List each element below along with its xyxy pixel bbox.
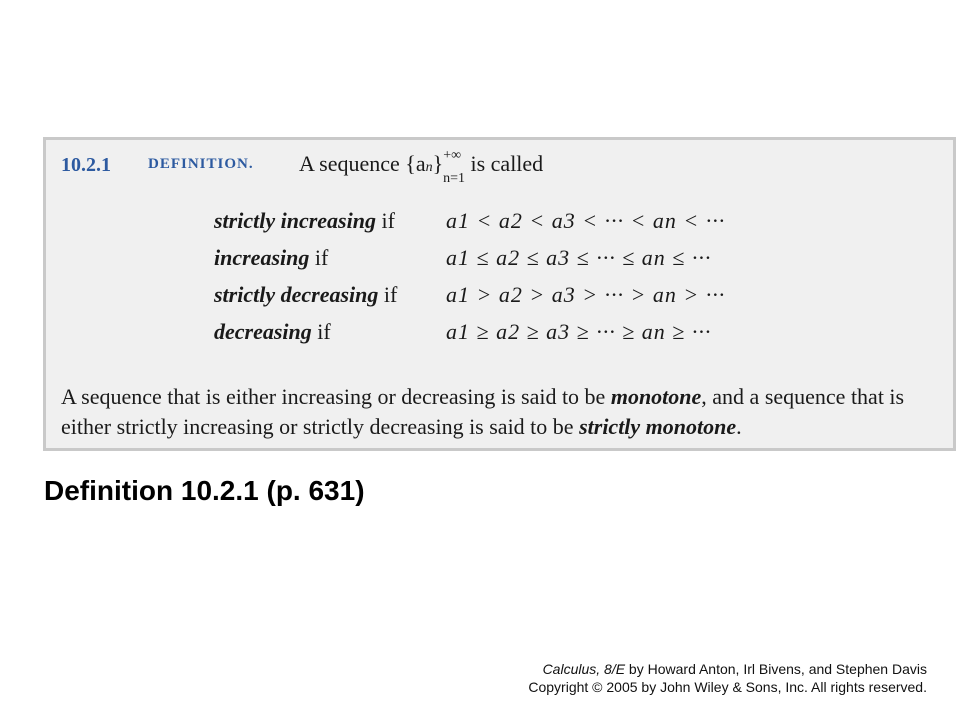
closing-part1: A sequence that is either increasing or decreasing is said to be: [61, 384, 611, 409]
closing-paragraph: [61, 382, 941, 442]
row-decreasing: [214, 319, 774, 356]
lead-subscript-range: n=1: [443, 171, 465, 187]
term: increasing: [214, 245, 310, 270]
book-title: Calculus, 8/E: [542, 661, 626, 677]
definition-label: DEFINITION.: [148, 156, 254, 172]
slide-caption: Definition 10.2.1 (p. 631): [44, 475, 365, 506]
closing-end: .: [736, 414, 742, 439]
connector: if: [378, 282, 398, 307]
condition: a1 ≥ a2 ≥ a3 ≥ ··· ≥ an ≥ ···: [446, 319, 712, 344]
credit-block: [528, 660, 927, 696]
row-increasing: [214, 245, 774, 282]
row-strictly-increasing: [214, 208, 774, 245]
credit-line-1: [528, 660, 927, 678]
condition: a1 > a2 > a3 > ··· > an > ···: [446, 282, 726, 307]
term: strictly increasing: [214, 208, 376, 233]
definition-number: 10.2.1: [61, 154, 111, 176]
lead-superscript: +∞: [443, 147, 462, 163]
definition-lead: A sequence $\{an\}^{+\infty}_{n=1}$ is called: [299, 147, 544, 187]
connector: if: [311, 319, 331, 344]
condition: a1 < a2 < a3 < ··· < an < ···: [446, 208, 726, 233]
condition: a1 ≤ a2 ≤ a3 ≤ ··· ≤ an ≤ ···: [446, 245, 712, 270]
term: decreasing: [214, 319, 312, 344]
connector: if: [375, 208, 395, 233]
definition-rows: [214, 208, 774, 356]
credit-line-2: Copyright © 2005 by John Wiley & Sons, Inc. All rights reserved.: [528, 679, 927, 695]
lead-text: A sequence {a: [299, 151, 426, 176]
closing-term-strictly-monotone: strictly monotone: [579, 414, 737, 439]
closing-term-monotone: monotone: [610, 384, 702, 409]
book-authors: by Howard Anton, Irl Bivens, and Stephen Davis: [625, 661, 927, 677]
closing-part2: , and a sequence that is either strictly increasing or strictly decreasing is said to be: [61, 384, 905, 439]
term: strictly decreasing: [214, 282, 379, 307]
row-strictly-decreasing: [214, 282, 774, 319]
lead-end: is called: [464, 151, 544, 176]
connector: if: [309, 245, 329, 270]
lead-subscript: n: [425, 160, 433, 175]
